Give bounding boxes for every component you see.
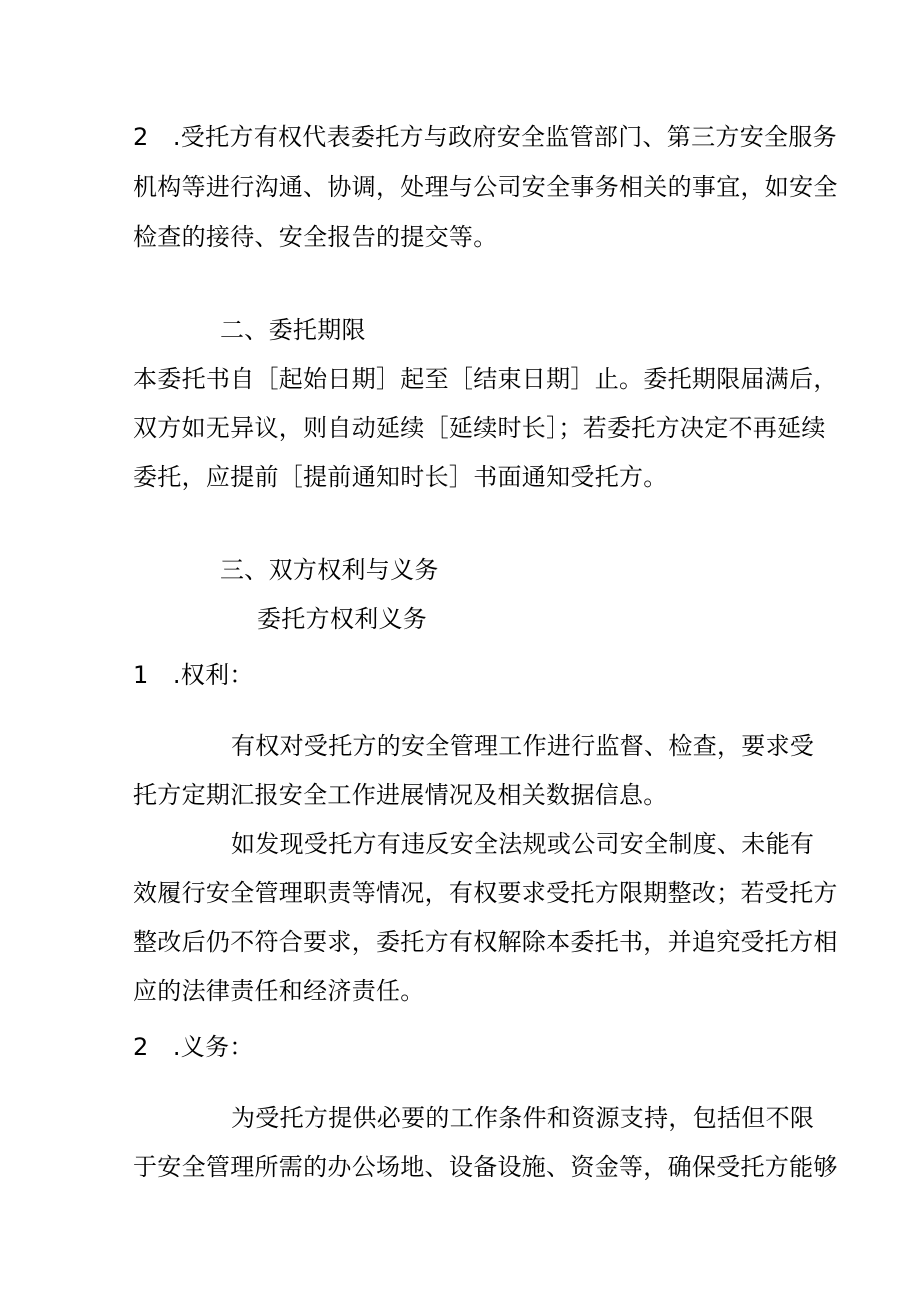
duties-para1-line-2: 于安全管理所需的办公场地、设备设施、资金等，确保受托方能够 (133, 1153, 838, 1181)
rights-para2-line-3: 整改后仍不符合要求，委托方有权解除本委托书，并追究受托方相 (133, 928, 838, 956)
duties-label: 2 .义务： (133, 1033, 254, 1061)
section2-heading: 二、委托期限 (220, 316, 366, 344)
duties-para1-line-1: 为受托方提供必要的工作条件和资源支持，包括但不限 (231, 1104, 815, 1132)
section3-subheading: 委托方权利义务 (257, 605, 428, 633)
rights-para2-line-4: 应的法律责任和经济责任。 (133, 977, 425, 1005)
rights-para1-line-1: 有权对受托方的安全管理工作进行监督、检查，要求受 (231, 732, 815, 760)
rights-para2-line-2: 效履行安全管理职责等情况，有权要求受托方限期整改；若受托方 (133, 879, 838, 907)
item2-line-3: 检查的接待、安全报告的提交等。 (133, 223, 498, 251)
section3-heading: 三、双方权利与义务 (220, 556, 439, 584)
section2-line-1: 本委托书自［起始日期］起至［结束日期］止。委托期限届满后， (133, 365, 838, 393)
item2-line-1: 2 .受托方有权代表委托方与政府安全监管部门、第三方安全服务 (133, 123, 837, 151)
rights-para2-line-1: 如发现受托方有违反安全法规或公司安全制度、未能有 (231, 830, 815, 858)
section2-line-3: 委托，应提前［提前通知时长］书面通知受托方。 (133, 463, 668, 491)
rights-para1-line-2: 托方定期汇报安全工作进展情况及相关数据信息。 (133, 781, 668, 809)
item2-line-2: 机构等进行沟通、协调，处理与公司安全事务相关的事宜，如安全 (133, 173, 838, 201)
section2-line-2: 双方如无异议，则自动延续［延续时长］；若委托方决定不再延续 (133, 414, 826, 442)
rights-label: 1 .权利： (133, 661, 254, 689)
